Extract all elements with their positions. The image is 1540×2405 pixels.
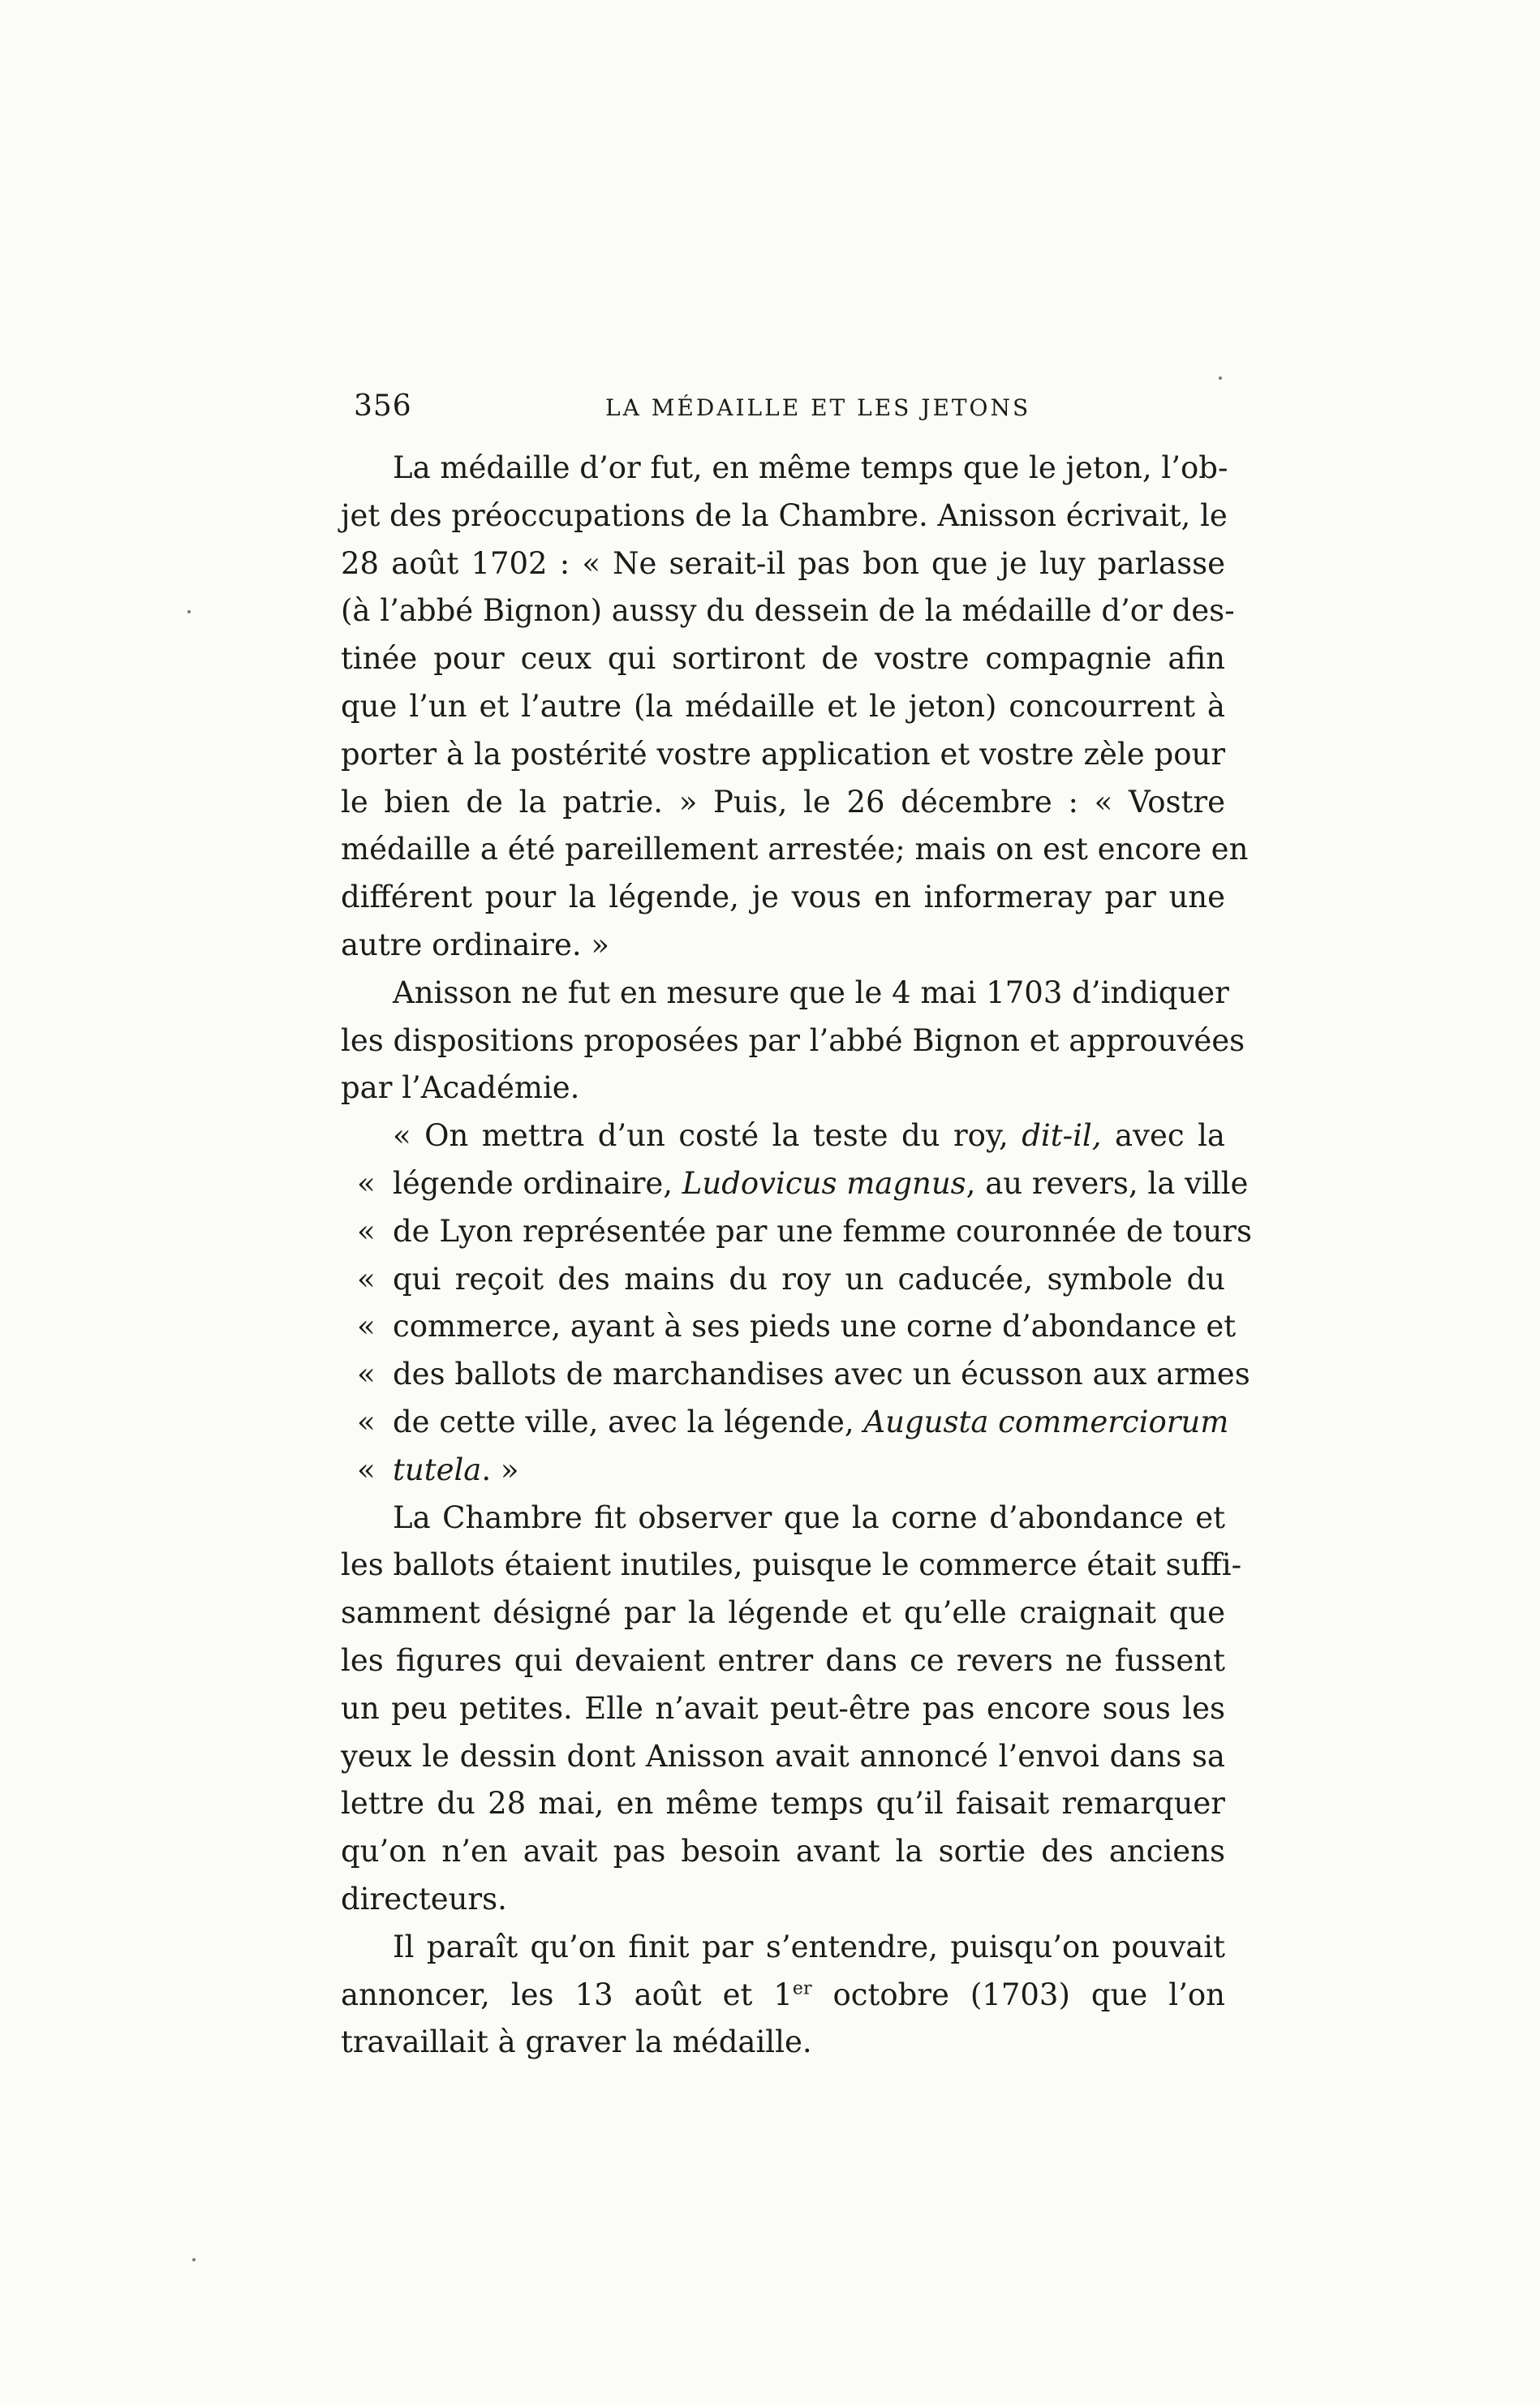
text-line: différent pour la légende, je vous en informeray par une	[341, 880, 1225, 915]
page-header	[354, 389, 1230, 438]
text-line: annoncer, les 13 août et 1er octobre (1703) que l’on	[341, 1977, 1225, 2012]
running-title: LA MÉDAILLE ET LES JETONS	[605, 394, 1031, 421]
text-line: Il paraît qu’on finit par s’entendre, puisqu’on pouvait	[393, 1929, 1225, 1964]
paragraph-3	[341, 1495, 1242, 1924]
quote-line: « qui reçoit des mains du roy un caducée, symbole du	[357, 1261, 1225, 1297]
text-line: tinée pour ceux qui sortiront de vostre compagnie afin	[341, 641, 1225, 677]
text-line: directeurs.	[341, 1881, 507, 1917]
quote-line: « des ballots de marchandises avec un écusson aux armes	[357, 1357, 1250, 1392]
quote-line: « On mettra d’un costé la teste du roy, dit-il, avec la	[393, 1118, 1225, 1154]
page-number: 356	[354, 389, 412, 423]
text-line: que l’un et l’autre (la médaille et le jeton) concourrent à	[341, 688, 1225, 724]
quote-line: « de cette ville, avec la légende, Augusta commerciorum	[357, 1404, 1229, 1439]
paragraph-1	[341, 445, 1249, 970]
text-line: médaille a été pareillement arrestée; mais on est encore en	[341, 832, 1249, 867]
text-line: par l’Académie.	[341, 1070, 580, 1106]
text-line: autre ordinaire. »	[341, 927, 610, 962]
text-line: 28 août 1702 : « Ne serait-il pas bon que je luy parlasse	[341, 545, 1225, 581]
paper-speck	[187, 610, 191, 613]
quote-line: « de Lyon représentée par une femme couronnée de tours	[357, 1213, 1252, 1249]
text-line: les ballots étaient inutiles, puisque le commerce était suffi-	[341, 1547, 1242, 1583]
paper-speck	[192, 2258, 196, 2261]
text-line: lettre du 28 mai, en même temps qu’il faisait remarquer	[341, 1786, 1225, 1822]
text-line: travaillait à graver la médaille.	[341, 2024, 812, 2060]
text-line: le bien de la patrie. » Puis, le 26 décembre : « Vostre	[341, 784, 1225, 820]
text-line: Anisson ne fut en mesure que le 4 mai 1703 d’indiquer	[393, 974, 1229, 1010]
text-line: yeux le dessin dont Anisson avait annoncé l’envoi dans sa	[341, 1738, 1225, 1774]
text-line: La Chambre fit observer que la corne d’abondance et	[393, 1499, 1225, 1535]
paper-speck	[1219, 376, 1222, 380]
paragraph-4	[341, 1924, 1225, 2067]
text-line: (à l’abbé Bignon) aussy du dessein de la médaille d’or des-	[341, 593, 1235, 629]
text-line: les figures qui devaient entrer dans ce revers ne fussent	[341, 1642, 1225, 1678]
quotation	[341, 1112, 1252, 1494]
quote-line: « tutela. »	[357, 1452, 519, 1487]
text-line: jet des préoccupations de la Chambre. Anisson écrivait, le	[341, 497, 1228, 533]
paragraph-2	[341, 970, 1245, 1112]
text-line: La médaille d’or fut, en même temps que le jeton, l’ob-	[393, 450, 1228, 485]
text-line: samment désigné par la légende et qu’elle craignait que	[341, 1595, 1225, 1631]
quote-line: « légende ordinaire, Ludovicus magnus, au revers, la ville	[357, 1165, 1249, 1201]
body-text	[341, 445, 1252, 2067]
text-line: qu’on n’en avait pas besoin avant la sortie des anciens	[341, 1834, 1225, 1869]
text-line: les dispositions proposées par l’abbé Bignon et approuvées	[341, 1022, 1245, 1058]
quote-line: « commerce, ayant à ses pieds une corne d’abondance et	[357, 1309, 1237, 1344]
text-line: un peu petites. Elle n’avait peut-être pas encore sous les	[341, 1690, 1225, 1726]
text-line: porter à la postérité vostre application et vostre zèle pour	[341, 736, 1225, 772]
